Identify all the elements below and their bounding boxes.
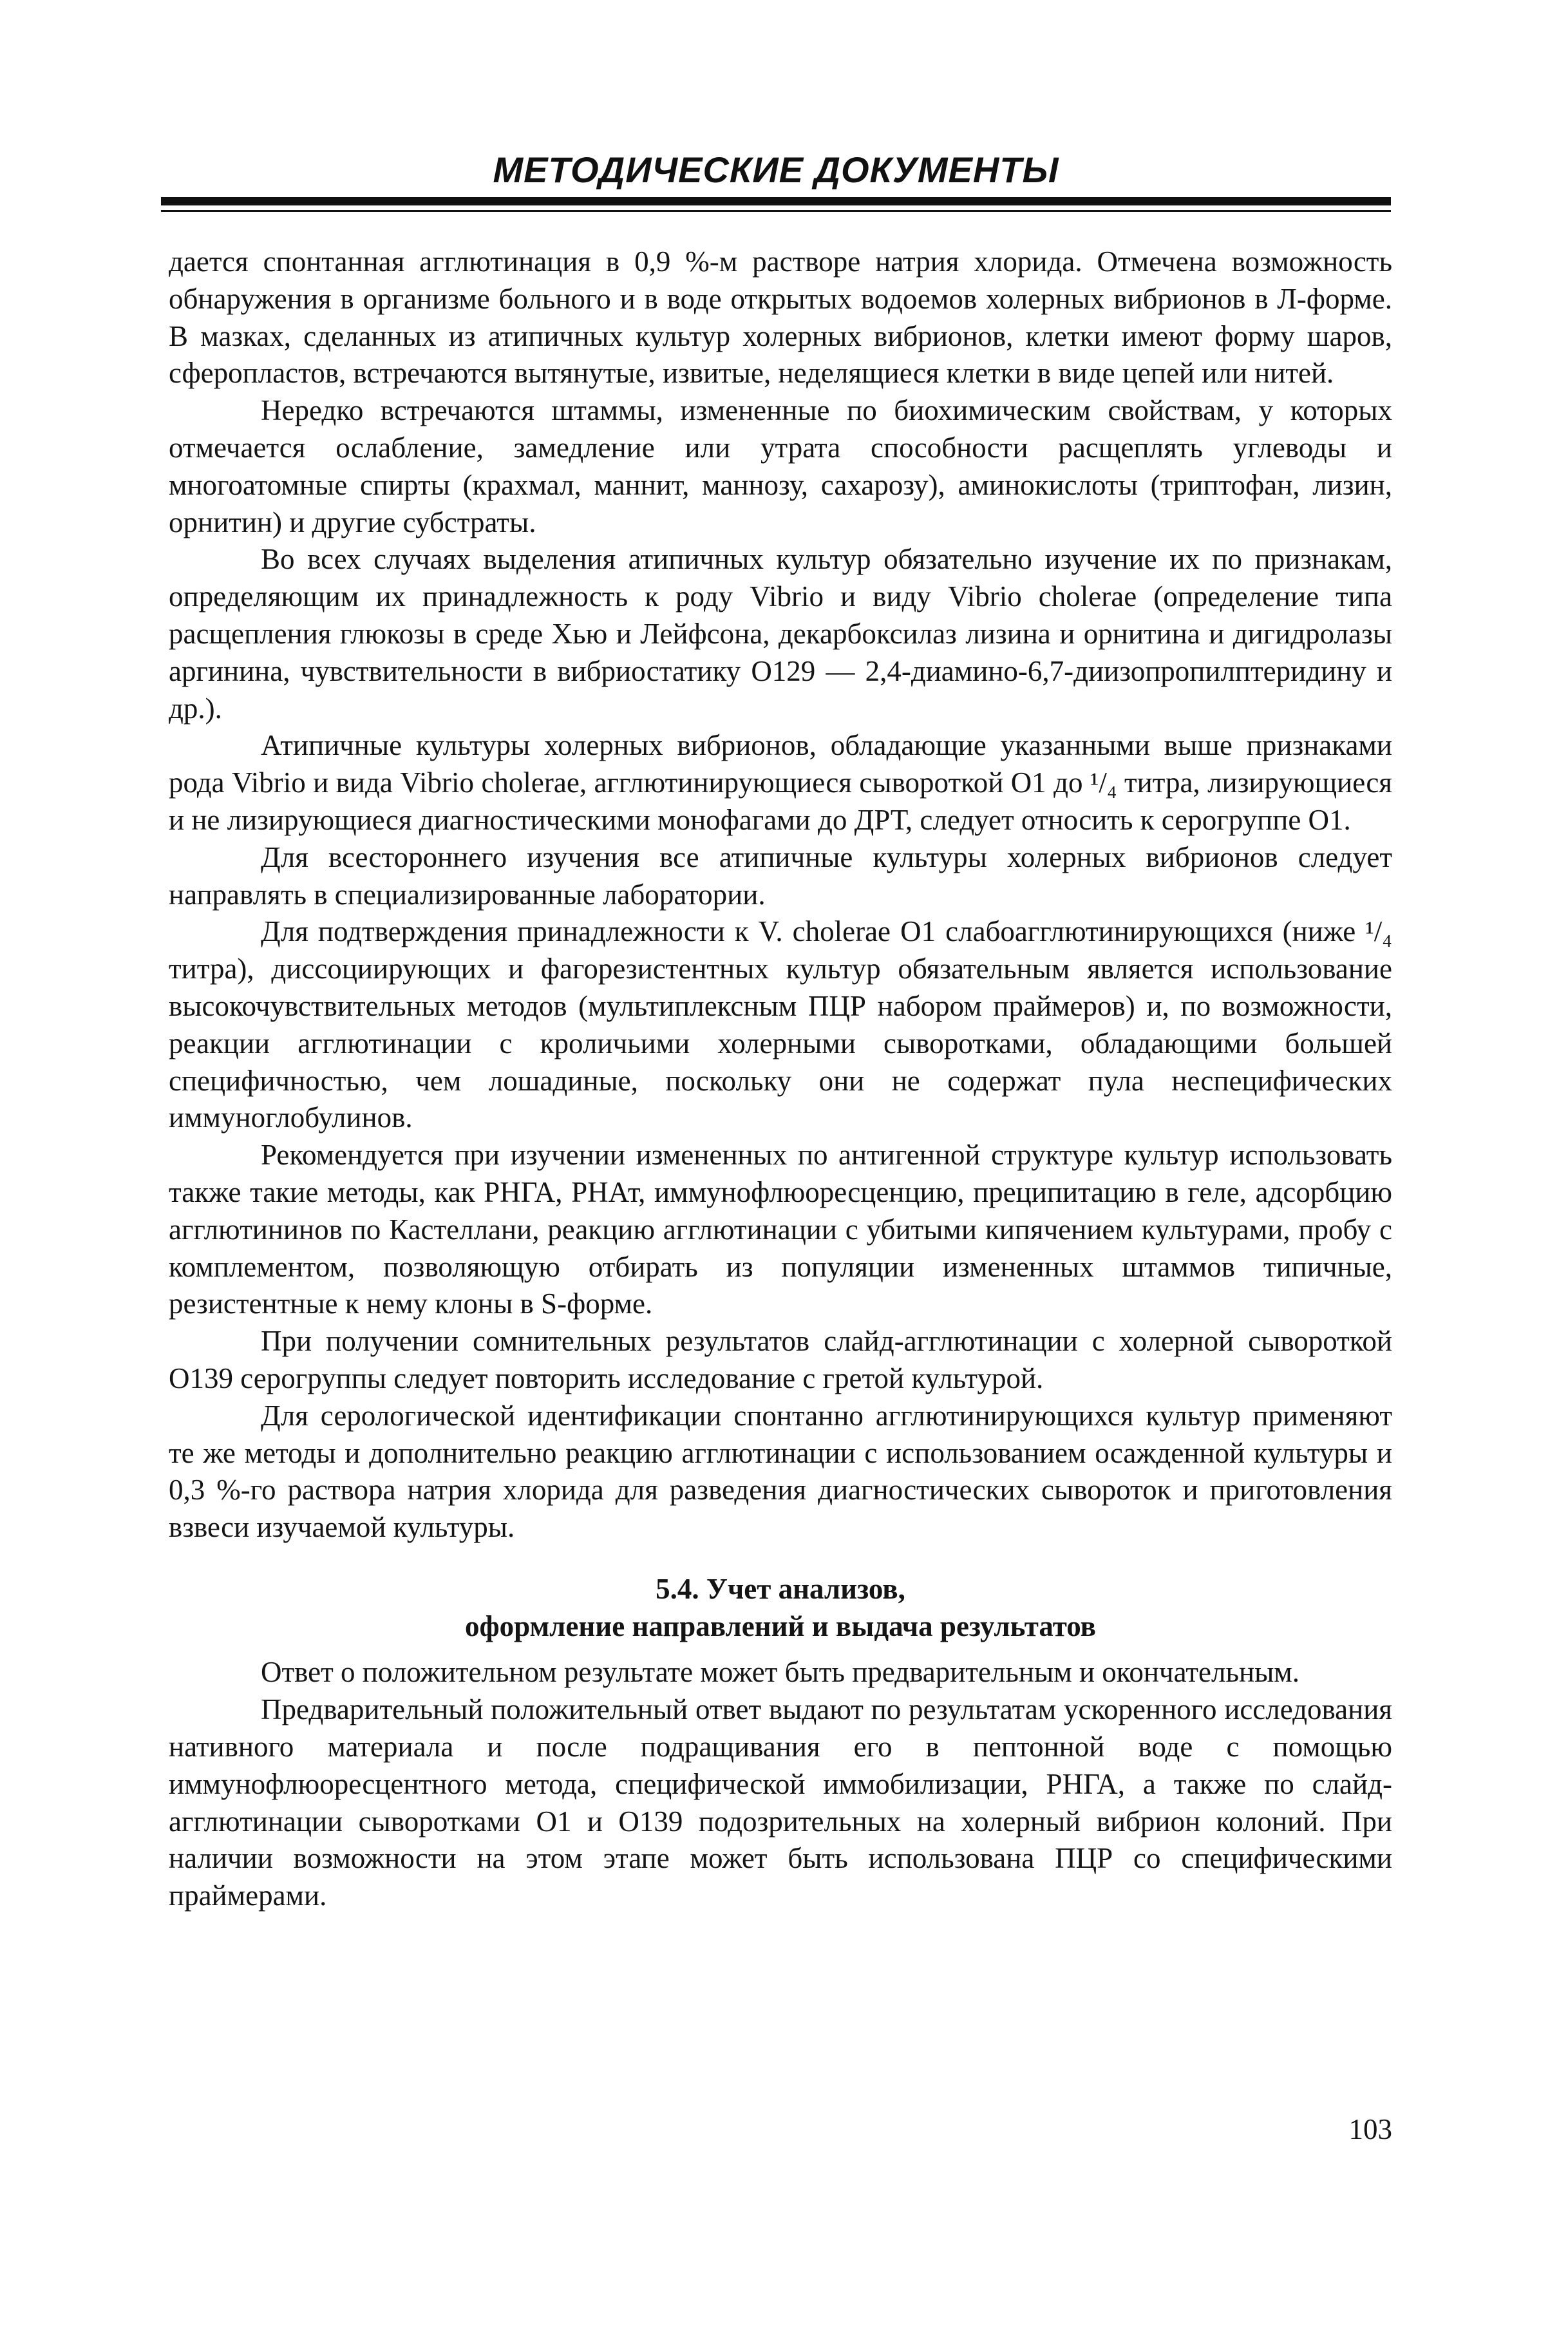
section-title-line-2: оформление направлений и выдача результатов <box>465 1610 1096 1642</box>
paragraph: При получении сомнительных результатов слайд-агглютинации с холерной сывороткой О139 серогруппы следует повторить исследование с гретой культурой. <box>169 1325 1392 1394</box>
paragraph: Предварительный положительный ответ выдают по результатам ускоренного исследования нативного материала и после подращивания его в пептонной воде с помощью иммунофлюоресцентного метода, специфической иммобилизации, РНГА, а также по слайд-агглютинации сыворотками О1 и О139 подозрительных на холерный вибрион колоний. При наличии возможности на этом этапе может быть использована ПЦР со специфическими праймерами. <box>169 1693 1392 1912</box>
header-rule-thin <box>161 210 1391 212</box>
paragraph: Атипичные культуры холерных вибрионов, обладающие указанными выше признаками рода Vibrio и вида Vibrio cholerae, агглютинирующиеся сывороткой О1 до ¹/₄ титра, лизирующиеся и не лизирующиеся диагностическими монофагами до ДРТ, следует относить к серогруппе О1. <box>169 729 1393 836</box>
paragraph: Нередко встречаются штаммы, измененные по биохимическим свойствам, у которых отмечается ослабление, замедление или утрата способности расщеплять углеводы и многоатомные спирты (крахмал, маннит, маннозу, сахарозу), аминокислоты (триптофан, лизин, орнитин) и другие субстраты. <box>169 394 1392 538</box>
paragraph: Во всех случаях выделения атипичных культур обязательно изучение их по признакам, определяющим их принадлежность к роду Vibrio и виду Vibrio cholerae (определение типа расщепления глюкозы в среде Хью и Лейфсона, декарбоксилаз лизина и орнитина и дигидролазы аргинина, чувствительности в вибриостатику О129 — 2,4-диамино-6,7-диизопропилптеридину и др.). <box>169 543 1392 725</box>
paragraph: Ответ о положительном результате может быть предварительным и окончательным. <box>261 1656 1300 1689</box>
page-number: 103 <box>1348 2113 1392 2145</box>
paragraph-continuation: дается спонтанная агглютинация в 0,9 %-м растворе натрия хлорида. Отмечена возможность обнаружения в организме больного и в воде открытых водоемов холерных вибрионов в Л-форме. В мазках, сделанных из атипичных культур холерных вибрионов, клетки имеют форму шаров, сферопластов, встречаются вытянутые, извитые, неделящиеся клетки в виде цепей или нитей. <box>169 245 1392 390</box>
fraction: ¹/₄ <box>1090 766 1117 799</box>
section-title-line-1: 5.4. Учет анализов, <box>656 1572 905 1605</box>
fraction: ¹/₄ <box>1365 915 1392 948</box>
paragraph: Для всестороннего изучения все атипичные культуры холерных вибрионов следует направлять в специализированные лаборатории. <box>169 841 1392 911</box>
body-text <box>169 243 1392 1915</box>
paragraph: Для подтверждения принадлежности к V. cholerae О1 слабоагглютинирующихся (ниже ¹/₄ титра), диссоциирующих и фагорезистентных культур обязательным является использование высокочувствительных методов (мультиплексным ПЦР набором праймеров) и, по возможности, реакции агглютинации с кроличьими холерными сыворотками, обладающими большей специфичностью, чем лошадиные, поскольку они не содержат пула неспецифических иммуноглобулинов. <box>169 915 1392 1134</box>
paragraph: Рекомендуется при изучении измененных по антигенной структуре культур использовать также такие методы, как РНГА, РНАт, иммунофлюоресценцию, преципитацию в геле, адсорбцию агглютининов по Кастеллани, реакцию агглютинации с убитыми кипячением культурами, пробу с комплементом, позволяющую отбирать из популяции измененных штаммов типичные, резистентные к нему клоны в S-форме. <box>169 1139 1392 1320</box>
paragraph: Для серологической идентификации спонтанно агглютинирующихся культур применяют те же методы и дополнительно реакцию агглютинации с использованием осажденной культуры и 0,3 %-го раствора натрия хлорида для разведения диагностических сывороток и приготовления взвеси изучаемой культуры. <box>169 1399 1392 1544</box>
running-header: МЕТОДИЧЕСКИЕ ДОКУМЕНТЫ <box>493 149 1059 190</box>
header-rule-thick <box>161 197 1391 205</box>
